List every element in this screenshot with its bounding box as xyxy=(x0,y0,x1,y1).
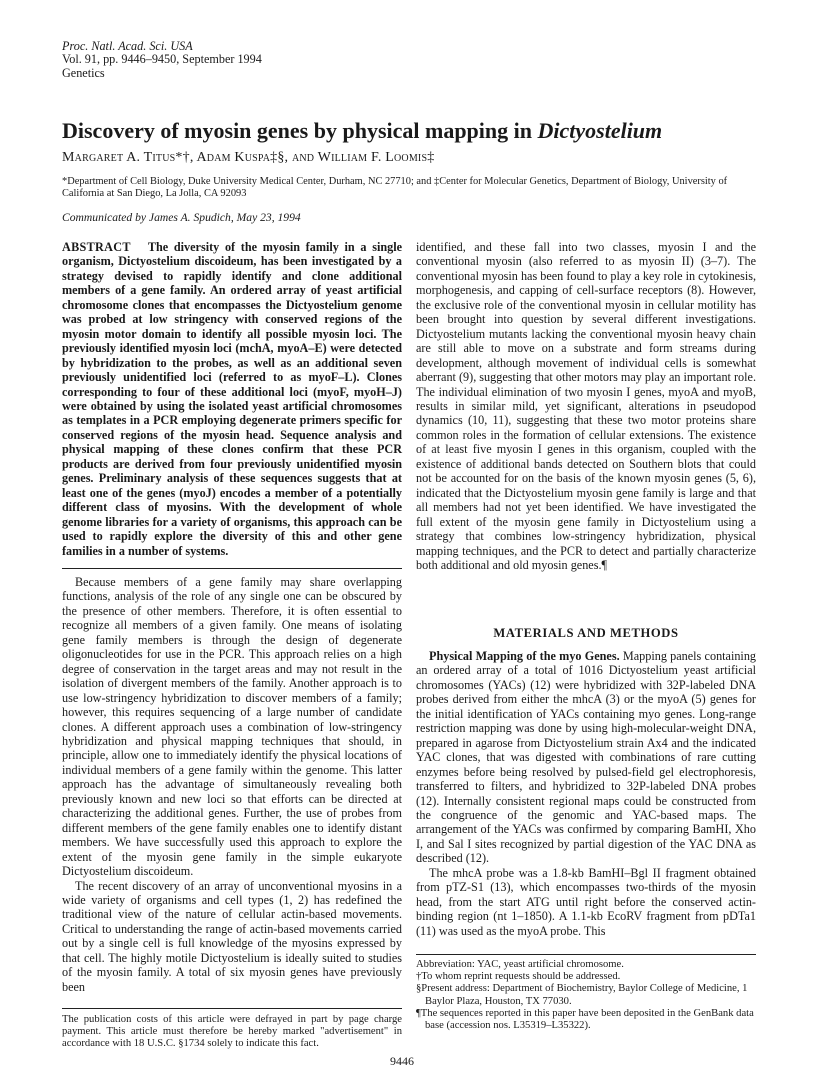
footnote: ¶The sequences reported in this paper have been deposited in the GenBank data base (accession nos. L35319–L35322). xyxy=(416,1007,754,1032)
title-text: Discovery of myosin genes by physical mapping in xyxy=(62,118,538,143)
journal-name: Proc. Natl. Acad. Sci. USA xyxy=(62,39,193,53)
intro-continued: identified, and these fall into two classes, myosin I and the conventional myosin (also referred to as myosin II) (3–7). The conventional myosin has been found to play a key role in cytokinesis, morphogenesis, and capping of cell-surface receptors (8). However, the exclusive role of the conventional myosin in cellular motility has been brought into question by several different investigations. Dictyostelium mutants lacking the conventional myosin heavy chain are still able to move on a substrate and form streams during development, although movement of individual cells is somewhat aberrant (9), suggesting that other motors may play an important role. The individual elimination of two myosin I genes, myoA and myoB, results in similar mild, yet significant, alterations in pseudopod dynamics (10, 11), suggesting that these two motor proteins share common roles in the formation of cellular extensions. The existence of at least five myosin I genes in this organism, coupled with the existence of additional bands detected on Southern blots that could not be accounted for on the basis of the known myosin genes (5, 6), indicated that the Dictyostelium myosin gene family is large and that all members had not yet been identified. We have investigated the full extent of the myosin gene family in Dictyostelium using a strategy that combines low-stringency hybridization, physical mapping techniques, and the PCR to detect and partially characterize both additional and old myosin genes.¶ xyxy=(416,240,756,572)
footnote-divider-right xyxy=(416,954,756,955)
section-label: Genetics xyxy=(62,65,105,80)
communicated-by: Communicated by James A. Spudich, May 23, 1994 xyxy=(62,211,301,224)
abstract-text: The diversity of the myosin family in a single organism, Dictyostelium discoideum, has been investigated by a strategy devised to rapidly identify and clone additional members of a gene family. An ordered array of yeast artificial chromosome clones that encompasses the Dictyostelium genome was probed at low stringency with conserved regions of the myosin motor domain to identify all possible myosin loci. The previously identified myosin loci (mchA, myoA–E) were detected by hybridization to the probes, as well as an additional seven previously unidentified loci (referred to as myoF–L). Clones corresponding to four of these additional loci (myoF, myoH–J) were obtained by using the isolated yeast artificial chromosomes as templates in a PCR employing degenerate primers specific for conserved regions of the myosin head. Sequence analysis and physical mapping of these clones confirm that these PCR products are derived from four previously unidentified myosin genes. Preliminary analysis of these sequences suggests that at least one of the genes (myoJ) encodes a member of a potentially different class of myosins. With the development of whole genome libraries for a variety of organisms, this approach can be used to rapidly explore the diversity of this and other gene families in a number of systems. xyxy=(62,240,402,558)
article-title xyxy=(62,118,762,144)
methods-body: Mapping panels containing an ordered array of a total of 1016 Dictyostelium yeast artificial chromosomes (YACs) (12) were hybridized with 32P-labeled DNA probes derived from either the mhcA (3) or the myoA (5) genes for the initial identification of YACs containing myo genes. Long-range restriction mapping was done by using high-molecular-weight DNA, prepared in agarose from Dictyostelium strain Ax4 and the indicated YAC clones, that was digested with combinations of rare cutting enzymes before being resolved by pulsed-field gel electrophoresis, transferred to filters, and hybridized to 32P-labeled DNA probes (12). Internally consistent regional maps could be constructed from the congruence of the genomic and YAC-based maps. The arrangement of the YACs was confirmed by comparing BamHI, Xho I, and Sal I sites recognized by partial digestion of the YAC DNA as described (12). xyxy=(416,649,757,866)
introduction-left xyxy=(62,575,402,994)
page-number: 9446 xyxy=(390,1054,414,1068)
abstract-label: ABSTRACT xyxy=(62,240,131,254)
footnote: Abbreviation: YAC, yeast artificial chromosome. xyxy=(416,959,624,970)
publication-cost-note: The publication costs of this article were defrayed in part by page charge payment. This article must therefore be hereby marked "advertisement" in accordance with 18 U.S.C. §1734 solely to indicate this fact. xyxy=(62,1014,402,1050)
abstract-divider xyxy=(62,568,402,569)
affiliations: *Department of Cell Biology, Duke University Medical Center, Durham, NC 27710; and ‡Center for Molecular Genetics, Department of Biology, University of California at San Diego, La Jolla, CA 92093 xyxy=(62,176,728,199)
methods-text xyxy=(416,649,756,938)
intro-paragraph: Because members of a gene family may share overlapping functions, analysis of the role of any single one can be obscured by the presence of other members. Therefore, it is often essential to recognize all members of a given family. One means of isolating gene family members is through the design of degenerate oligonucleotides for use in the PCR. This approach relies on a high degree of conservation in the target areas and may not result in the isolation of divergent members of the family. Another approach is to use low-stringency hybridization to discover members of a family; however, this requires sequencing of a large number of candidate clones. A different approach uses a combination of low-stringency hybridization and physical mapping techniques that should, in principle, allow one to immediately identify the physical locations of individual members of a gene family within the genome. This latter approach has the advantage of simultaneously revealing both previously known and new loci so that efforts can be directed at characterizing the additional genes. Further, the use of probes from different members of the gene family enables one to identify distant members. We have successfully used this approach to explore the extent of the myosin gene family in the simple eukaryote Dictyostelium discoideum. xyxy=(62,575,402,879)
footnote: †To whom reprint requests should be addressed. xyxy=(416,971,621,983)
volume-line: Vol. 91, pp. 9446–9450, September 1994 xyxy=(62,52,262,67)
footnotes-right xyxy=(416,959,756,1032)
journal-header xyxy=(62,40,262,80)
intro-paragraph: The recent discovery of an array of unconventional myosins in a wide variety of organisms and cell types (1, 2) has redefined the traditional view of the nature of cellular actin-based movements. Critical to understanding the range of actin-based movements carried out by a single cell is full knowledge of the myosins expressed by that cell. The highly motile Dictyostelium is ideally suited to studies of the myosin family. A total of six myosin genes have previously been xyxy=(62,878,402,994)
section-heading: MATERIALS AND METHODS xyxy=(493,626,679,640)
abstract xyxy=(62,240,402,558)
methods-subheading: Physical Mapping of the myo Genes. xyxy=(429,649,620,663)
methods-paragraph-1 xyxy=(416,649,756,866)
footnote-divider-left xyxy=(62,1008,402,1009)
title-organism: Dictyostelium xyxy=(537,118,663,143)
methods-paragraph-2: The mhcA probe was a 1.8-kb BamHI–Bgl II fragment obtained from pTZ-S1 (13), which encompasses two-thirds of the myosin head, from the start ATG until right before the conserved actin-binding region (nt 1–1850). A 1.1-kb EcoRV fragment from pDTa1 (11) was used as the myoA probe. This xyxy=(416,865,756,938)
introduction-right xyxy=(416,240,756,572)
footnote: §Present address: Department of Biochemistry, Baylor College of Medicine, 1 Baylor Plaza, Houston, TX 77030. xyxy=(416,983,748,1007)
authors: Margaret A. Titus*†, Adam Kuspa‡§, and William F. Loomis‡ xyxy=(62,150,435,165)
